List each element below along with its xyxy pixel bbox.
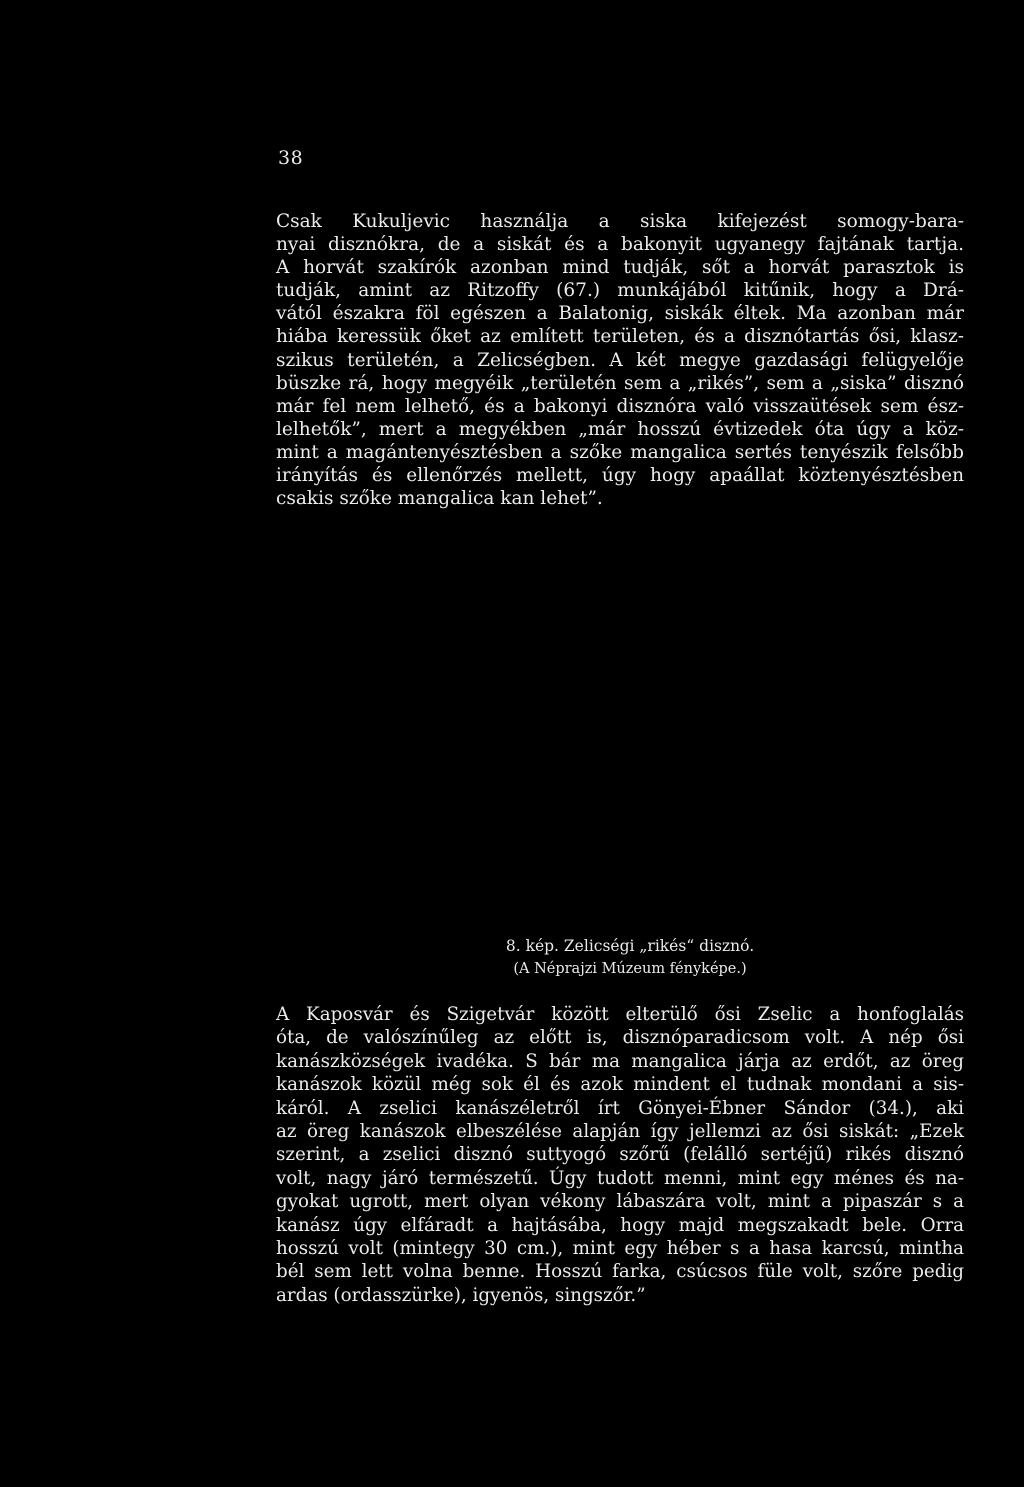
text-line: A Kaposvár és Szigetvár között elterülő ősi Zselic a honfoglalás (276, 1004, 964, 1025)
text-line: ardas (ordasszürke), igyenös, singszőr.” (276, 1284, 646, 1306)
text-line: kanászok közül még sok él és azok mindent el tudnak mondani a sis- (276, 1074, 964, 1096)
text-line: A horvát szakírók azonban mind tudják, sőt a horvát parasztok is (276, 257, 964, 279)
text-line: az öreg kanászok elbeszélése alapján így jellemzi az ősi siskát: „Ezek (276, 1121, 964, 1143)
text-line: büszke rá, hogy megyéik „területén sem a „rikés”, sem a „siska” disznó (276, 372, 964, 394)
page-number: 38 (278, 147, 304, 169)
text-line: hiába keressük őket az említett területen, és a disznótartás ősi, klasz- (276, 326, 964, 348)
text-line: irányítás és ellenőrzés mellett, úgy hogy apaállat köztenyésztésben (276, 465, 964, 487)
text-line: Csak Kukuljevic használja a siska kifejezést somogy-bara- (276, 211, 964, 232)
text-line: már fel nem lelhető, és a bakonyi disznóra való visszaütések sem ész- (276, 395, 964, 417)
paragraph-1 (276, 210, 964, 510)
text-line: tudják, amint az Ritzoffy (67.) munkájából kitűnik, hogy a Drá- (276, 280, 964, 302)
text-line: kanászközségek ivadéka. S bár ma mangalica járja az erdőt, az öreg (276, 1050, 964, 1072)
text-line: csakis szőke mangalica kan lehet”. (276, 488, 603, 510)
paragraph-2 (276, 1003, 964, 1307)
text-line: lelhetők”, mert a megyékben „már hosszú évtizedek óta úgy a köz- (276, 418, 964, 440)
figure-caption-title: 8. kép. Zelicségi „rikés“ disznó. (505, 937, 755, 955)
text-line: mint a magántenyésztésben a szőke mangalica sertés tenyészik felsőbb (276, 441, 964, 463)
text-line: bél sem lett volna benne. Hosszú farka, csúcsos füle volt, szőre pedig (276, 1261, 964, 1283)
text-line: volt, nagy járó természetű. Úgy tudott menni, mint egy ménes és na- (276, 1167, 964, 1189)
text-line: óta, de valószínűleg az előtt is, disznóparadicsom volt. A nép ősi (276, 1027, 964, 1049)
text-line: vától északra föl egészen a Balatonig, siskák éltek. Ma azonban már (276, 303, 964, 325)
text-line: kanász úgy elfáradt a hajtásába, hogy majd megszakadt bele. Orra (276, 1214, 964, 1236)
figure-caption-source: (A Néprajzi Múzeum fényképe.) (513, 961, 747, 977)
text-line: szerint, a zselici disznó suttyogó szőrű (felálló sertéjű) rikés disznó (276, 1144, 964, 1166)
text-line: hosszú volt (mintegy 30 cm.), mint egy héber s a hasa karcsú, mintha (276, 1238, 964, 1260)
text-line: nyai disznókra, de a siskát és a bakonyit ugyanegy fajtának tartja. (276, 234, 964, 256)
text-line: szikus területén, a Zelicségben. A két megye gazdasági felügyelője (276, 349, 964, 371)
text-line: káról. A zselici kanászéletről írt Gönyei-Ébner Sándor (34.), aki (276, 1097, 964, 1119)
text-line: gyokat ugrott, mert olyan vékony lábaszára volt, mint a pipaszár s a (276, 1191, 964, 1213)
